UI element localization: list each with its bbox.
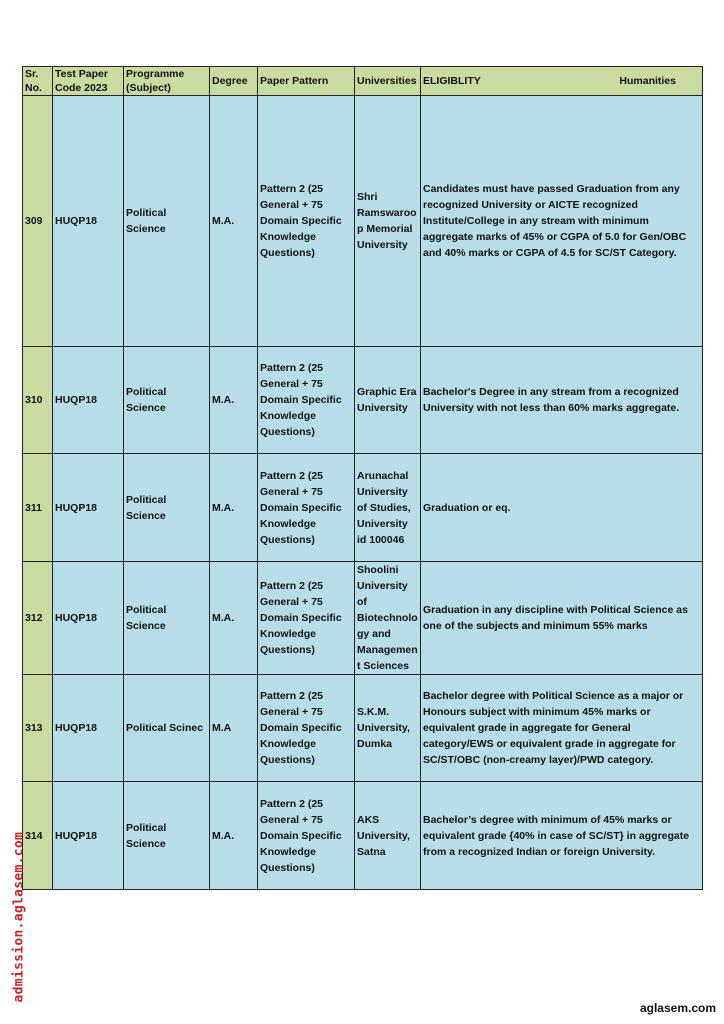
- header-paper-pattern: Paper Pattern: [258, 67, 355, 96]
- footer-brand: aglasem.com: [639, 1001, 716, 1015]
- table-row: [23, 96, 703, 347]
- cell-degree: M.A.: [210, 782, 258, 890]
- table-row: [23, 782, 703, 890]
- cell-pattern: Pattern 2 (25 General + 75 Domain Specific Knowledge Questions): [258, 347, 355, 454]
- cell-code: HUQP18: [53, 782, 124, 890]
- cell-pattern: Pattern 2 (25 General + 75 Domain Specific Knowledge Questions): [258, 454, 355, 562]
- cell-code: HUQP18: [53, 454, 124, 562]
- cell-sr: 311: [23, 454, 53, 562]
- cell-university: S.K.M. University, Dumka: [355, 675, 421, 782]
- cell-pattern: Pattern 2 (25 General + 75 Domain Specific Knowledge Questions): [258, 675, 355, 782]
- header-universities: Universities: [355, 67, 421, 96]
- watermark-text: admission.aglasem.com: [11, 831, 27, 1003]
- table-row: [23, 675, 703, 782]
- cell-university: Graphic Era University: [355, 347, 421, 454]
- cell-sr: 313: [23, 675, 53, 782]
- cell-programme: Political Science: [124, 562, 210, 675]
- cell-eligibility: Candidates must have passed Graduation from any recognized University or AICTE recognized Institute/College in any stream with minimum aggregate marks of 45% or CGPA of 5.0 for Gen/OBC and 40% marks or CGPA of 4.5 for SC/ST Category.: [421, 96, 703, 347]
- cell-code: HUQP18: [53, 562, 124, 675]
- cell-eligibility: Graduation in any discipline with Political Science as one of the subjects and minimum 55% marks: [421, 562, 703, 675]
- cell-eligibility: Bachelor's Degree in any stream from a recognized University with not less than 60% marks aggregate.: [421, 347, 703, 454]
- eligibility-table: [22, 66, 703, 890]
- cell-university: Shri Ramswaroop Memorial University: [355, 96, 421, 347]
- header-category: Humanities: [619, 75, 676, 87]
- table-row: [23, 454, 703, 562]
- cell-sr: 309: [23, 96, 53, 347]
- cell-sr: 314: [23, 782, 53, 890]
- cell-degree: M.A.: [210, 96, 258, 347]
- cell-degree: M.A.: [210, 347, 258, 454]
- cell-university: Shoolini University of Biotechnology and Management Sciences: [355, 562, 421, 675]
- cell-eligibility: Bachelor degree with Political Science as a major or Honours subject with minimum 45% marks or equivalent grade in aggregate for General category/EWS or equivalent grade in aggregate for SC/ST/OBC (non-creamy layer)/PWD category.: [421, 675, 703, 782]
- cell-eligibility: Graduation or eq.: [421, 454, 703, 562]
- header-degree: Degree: [210, 67, 258, 96]
- header-row: [23, 67, 703, 96]
- header-programme: Programme (Subject): [124, 67, 210, 96]
- cell-code: HUQP18: [53, 347, 124, 454]
- cell-university: AKS University, Satna: [355, 782, 421, 890]
- table-row: [23, 562, 703, 675]
- cell-programme: Political Scinec: [124, 675, 210, 782]
- cell-code: HUQP18: [53, 96, 124, 347]
- cell-programme: Political Science: [124, 347, 210, 454]
- header-eligibility: [421, 67, 703, 96]
- cell-pattern: Pattern 2 (25 General + 75 Domain Specific Knowledge Questions): [258, 96, 355, 347]
- cell-pattern: Pattern 2 (25 General + 75 Domain Specific Knowledge Questions): [258, 562, 355, 675]
- cell-programme: Political Science: [124, 782, 210, 890]
- cell-programme: Political Science: [124, 96, 210, 347]
- cell-degree: M.A: [210, 675, 258, 782]
- cell-eligibility: Bachelor’s degree with minimum of 45% marks or equivalent grade {40% in case of SC/ST} in aggregate from a recognized Indian or foreign University.: [421, 782, 703, 890]
- header-eligibility-label: ELIGIBLITY: [423, 75, 481, 87]
- cell-degree: M.A.: [210, 562, 258, 675]
- cell-university: Arunachal University of Studies, University id 100046: [355, 454, 421, 562]
- cell-sr: 312: [23, 562, 53, 675]
- cell-pattern: Pattern 2 (25 General + 75 Domain Specific Knowledge Questions): [258, 782, 355, 890]
- cell-programme: Political Science: [124, 454, 210, 562]
- cell-sr: 310: [23, 347, 53, 454]
- header-test-paper-code: Test Paper Code 2023: [53, 67, 124, 96]
- cell-degree: M.A.: [210, 454, 258, 562]
- header-sr: Sr. No.: [23, 67, 53, 96]
- cell-code: HUQP18: [53, 675, 124, 782]
- table-row: [23, 347, 703, 454]
